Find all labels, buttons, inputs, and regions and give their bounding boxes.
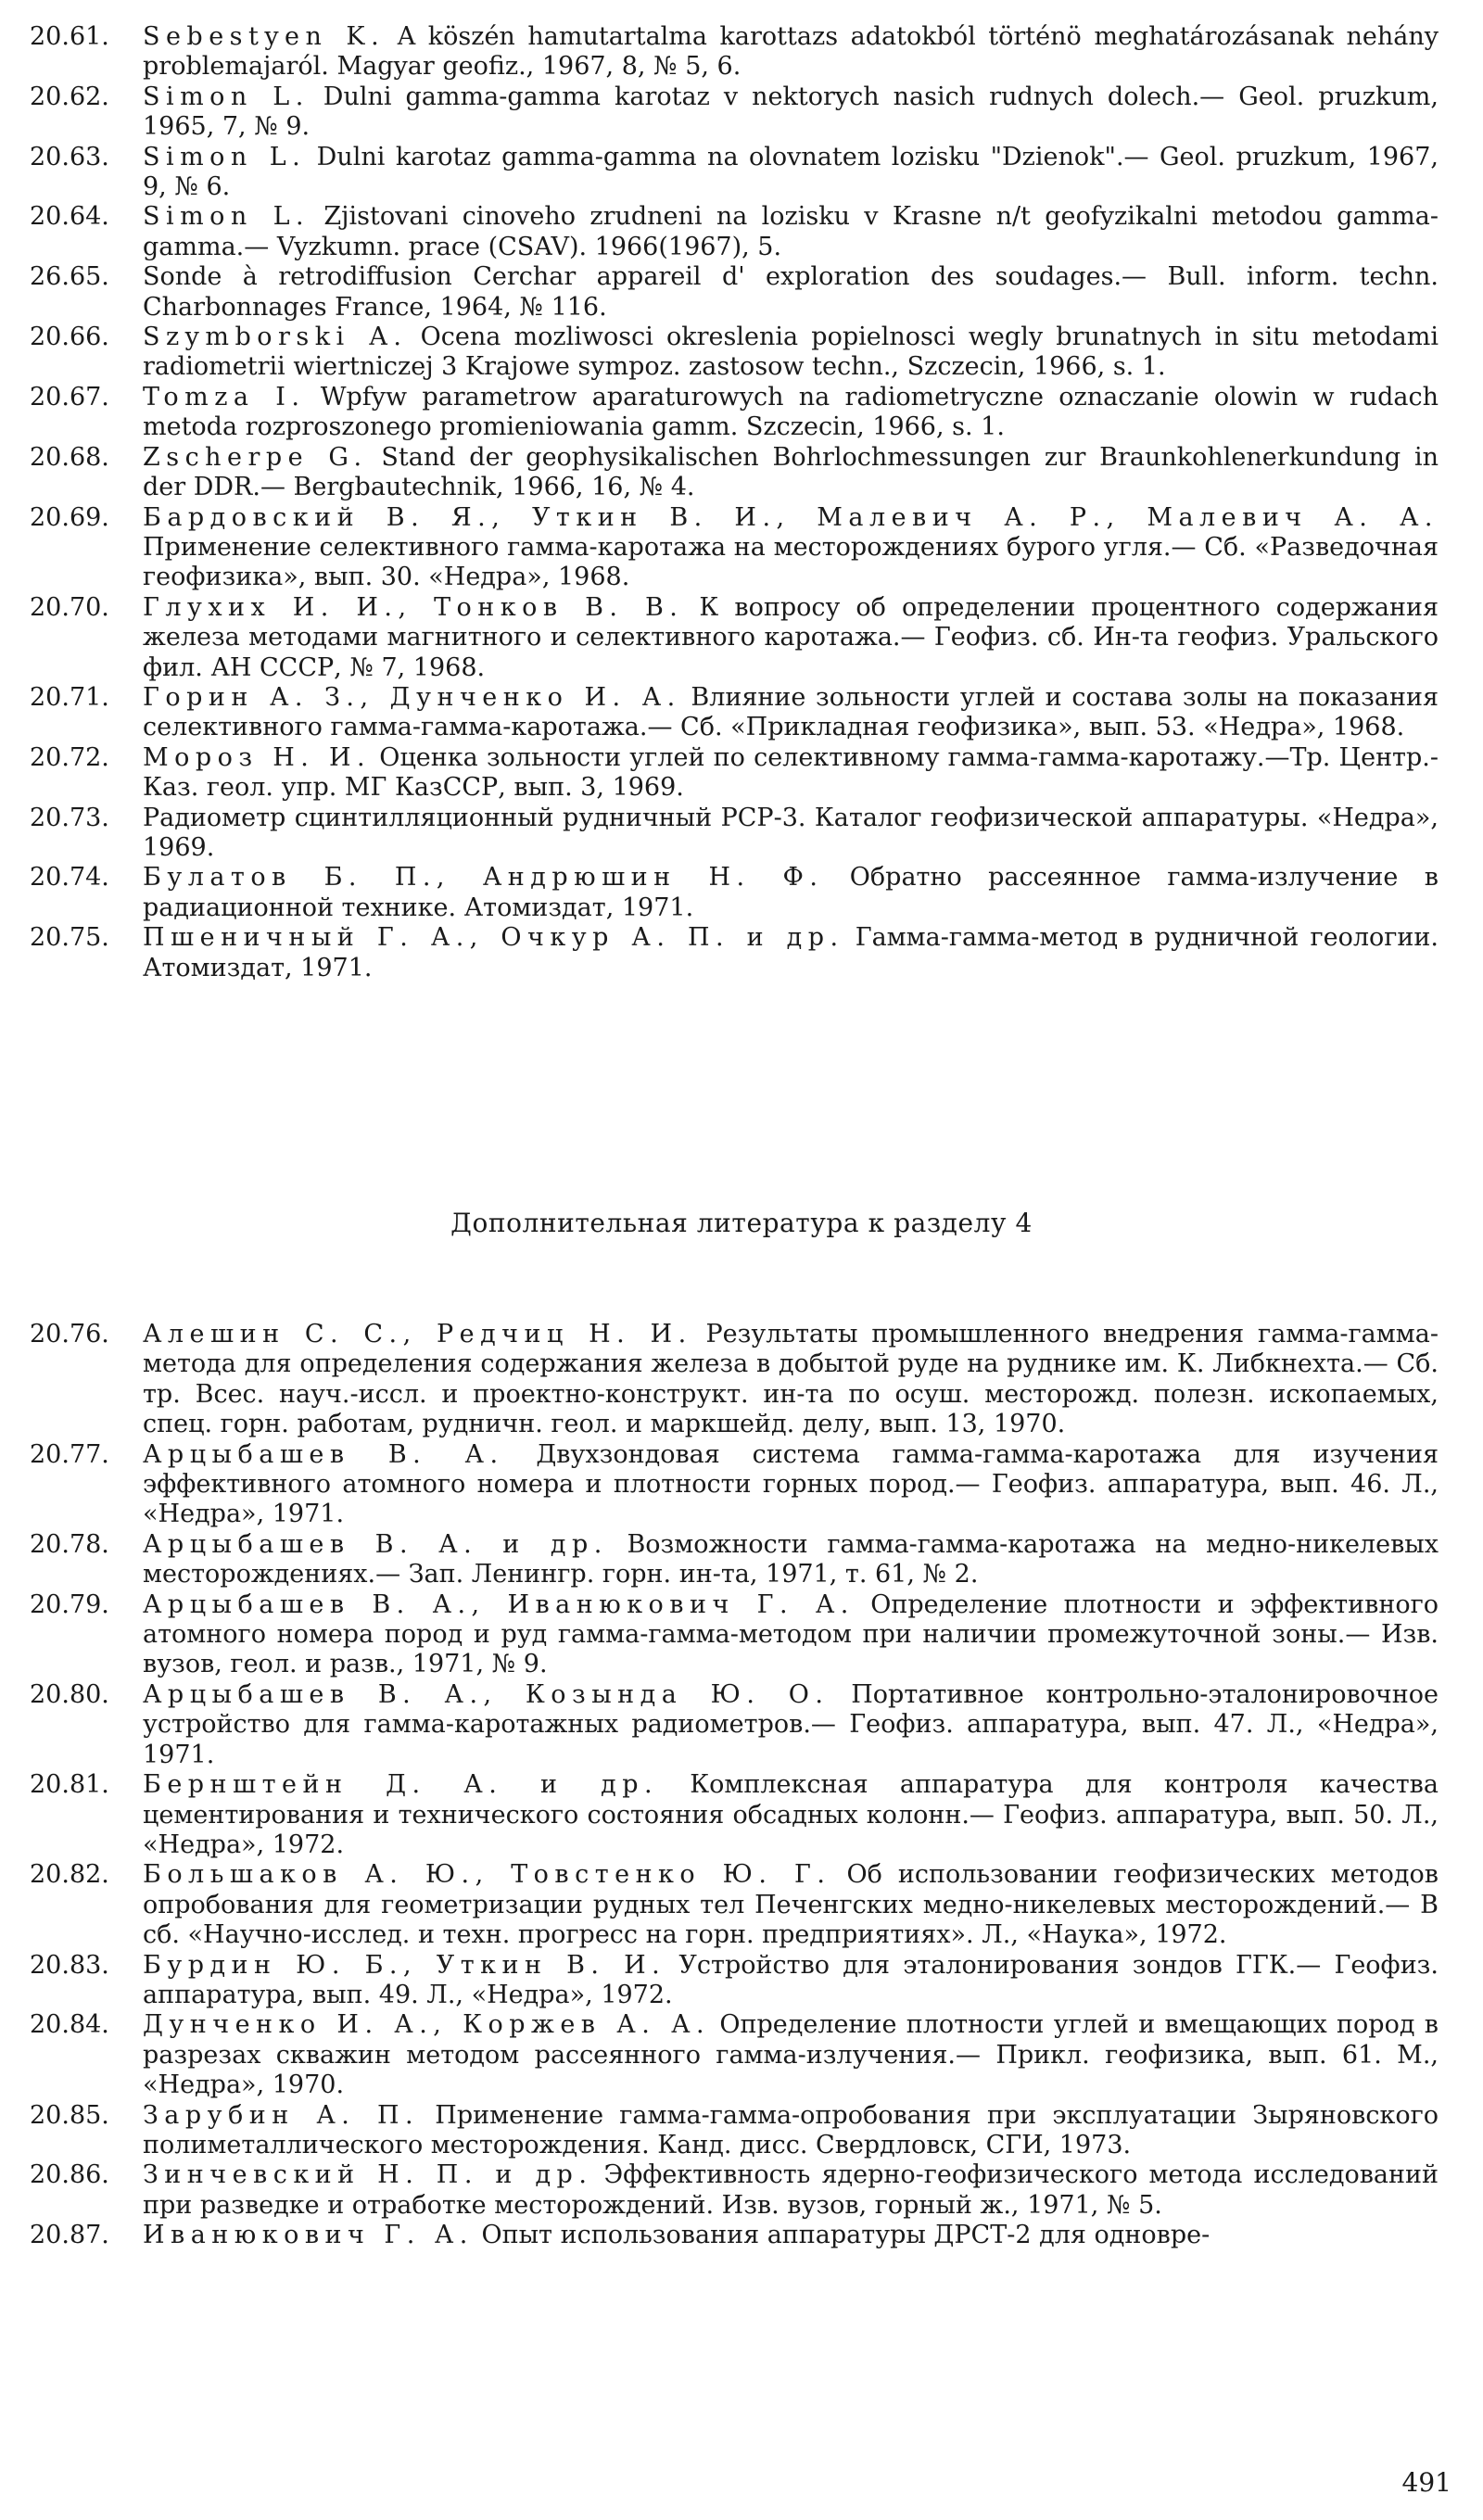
reference-body: Zjistovani cinoveho zrudneni na lozisku v Krasne n/t geofyzikalni metodou gamma-gamma.— Vyzkumn. prace (CSAV). 1966(1967), 5. xyxy=(143,202,1439,261)
reference-text xyxy=(143,1770,1439,1860)
reference-author: Sebestyen K. xyxy=(143,22,386,51)
reference-body: Dulni karotaz gamma-gamma na olovnatem lozisku "Dzienok".— Geol. pruzkum, 1967, 9, № 6. xyxy=(143,142,1439,202)
reference-text xyxy=(143,1860,1439,1950)
reference-author: Мороз Н. И. xyxy=(143,742,372,772)
reference-author: Simon L. xyxy=(143,142,307,171)
reference-number: 20.67. xyxy=(30,382,109,412)
reference-text xyxy=(143,262,1439,323)
reference-body: Dulni gamma-gamma karotaz v nektorych nasich rudnych dolech.— Geol. pruzkum, 1965, 7, № 9. xyxy=(143,82,1439,142)
reference-author: Пшеничный Г. А., Очкур А. П. и др. xyxy=(143,923,844,953)
reference-text xyxy=(143,82,1439,143)
reference-number: 20.69. xyxy=(30,502,109,532)
reference-entry xyxy=(30,202,1439,262)
reference-author: Горин А. З., Дунченко И. А. xyxy=(143,682,681,712)
reference-text xyxy=(143,443,1439,503)
reference-number: 20.68. xyxy=(30,442,109,472)
reference-body: Результаты промышленного внедрения гамма-гамма-метода для определения содержания железа в добытой руде на руднике им. К. Либкнехта.— Сб. тр. Всес. науч.-иссл. и проектно-конструкт. ин-та по осуш. месторожд. полезн. ископаемых, спец. горн. работам, рудничн. геол. и маркшейд. делу, вып. 13, 1970. xyxy=(143,1320,1439,1439)
reference-entry xyxy=(30,923,1439,983)
section-heading: Дополнительная литература к разделу 4 xyxy=(450,1208,1033,1238)
reference-text xyxy=(143,143,1439,203)
reference-body: Sonde à retrodiffusion Cerchar appareil d' exploration des soudages.— Bull. inform. techn. Charbonnages France, 1964, № 116. xyxy=(143,262,1439,322)
reference-text xyxy=(143,1530,1439,1590)
reference-text xyxy=(143,2010,1439,2100)
reference-entry xyxy=(30,82,1439,143)
reference-body: Комплексная аппаратура для контроля качества цементирования и технического состояния обсадных колонн.— Геофиз. аппаратура, вып. 50. Л., «Недра», 1972. xyxy=(143,1770,1439,1859)
reference-text xyxy=(143,923,1439,983)
reference-number: 20.78. xyxy=(30,1529,109,1559)
reference-author: Глухих И. И., Тонков В. В. xyxy=(143,592,684,622)
reference-text xyxy=(143,22,1439,82)
reference-author: Зарубин А. П. xyxy=(143,2100,420,2130)
reference-entry xyxy=(30,1320,1439,1440)
reference-author: Булатов Б. П., Андрюшин Н. Ф. xyxy=(143,863,824,893)
reference-text xyxy=(143,804,1439,864)
reference-author: Алешин С. С., Редчиц Н. И. xyxy=(143,1320,692,1349)
reference-entry xyxy=(30,1680,1439,1770)
reference-body: Об использовании геофизических методов опробования для геометризации рудных тел Печенгских медно-никелевых месторождений.— В сб. «Научно-исслед. и техн. прогресс на горн. предприятиях». Л., «Наука», 1972. xyxy=(143,1860,1439,1950)
reference-body: Определение плотности углей и вмещающих пород в разрезах скважин методом рассеянного гамма-излучения.— Прикл. геофизика, вып. 61. М., «Недра», 1970. xyxy=(143,2010,1439,2100)
reference-author: Tomza I. xyxy=(143,382,306,412)
reference-body: Устройство для эталонирования зондов ГГК.— Геофиз. аппаратура, вып. 49. Л., «Недра», 1972. xyxy=(143,1950,1439,2009)
reference-author: Арцыбашев В. А. xyxy=(143,1439,504,1469)
reference-number: 20.74. xyxy=(30,863,109,893)
reference-text xyxy=(143,1590,1439,1680)
reference-number: 20.86. xyxy=(30,2160,109,2190)
reference-entry xyxy=(30,1770,1439,1860)
reference-body: Двухзондовая система гамма-гамма-каротажа для изучения эффективного атомного номера и плотности горных пород.— Геофиз. аппаратура, вып. 46. Л., «Недра», 1971. xyxy=(143,1439,1439,1529)
reference-number: 20.71. xyxy=(30,682,109,712)
reference-author: Бардовский В. Я., Уткин В. И., Малевич А. Р., Малевич А. А. xyxy=(143,502,1439,532)
reference-list-bottom xyxy=(30,1320,1439,2251)
reference-entry xyxy=(30,743,1439,804)
reference-number: 20.64. xyxy=(30,202,109,232)
reference-entry xyxy=(30,22,1439,82)
reference-entry xyxy=(30,2010,1439,2100)
reference-author: Zscherpe G. xyxy=(143,442,368,472)
reference-number: 20.73. xyxy=(30,803,109,832)
reference-body: Возможности гамма-гамма-каротажа на медно-никелевых месторождениях.— Зап. Ленингр. горн. ин-та, 1971, т. 61, № 2. xyxy=(143,1529,1439,1589)
reference-text xyxy=(143,593,1439,683)
reference-number: 20.70. xyxy=(30,592,109,622)
reference-number: 20.61. xyxy=(30,22,109,51)
reference-entry xyxy=(30,143,1439,203)
reference-text xyxy=(143,383,1439,443)
reference-number: 20.72. xyxy=(30,742,109,772)
reference-entry xyxy=(30,593,1439,683)
reference-entry xyxy=(30,2221,1439,2250)
reference-number: 20.83. xyxy=(30,1950,109,1980)
reference-entry xyxy=(30,323,1439,383)
reference-body: A köszén hamutartalma karottazs adatokból történö meghatározásanak nehány problemajaról. Magyar geofiz., 1967, 8, № 5, 6. xyxy=(143,22,1439,82)
reference-author: Арцыбашев В. А., Козында Ю. О. xyxy=(143,1679,830,1709)
reference-text xyxy=(143,2160,1439,2221)
reference-text xyxy=(143,1440,1439,1530)
reference-body: Применение гамма-гамма-опробования при эксплуатации Зыряновского полиметаллического месторождения. Канд. дисс. Свердловск, СГИ, 1973. xyxy=(143,2100,1439,2159)
reference-body: Влияние зольности углей и состава золы на показания селективного гамма-гамма-каротажа.— Сб. «Прикладная геофизика», вып. 53. «Недра», 1968. xyxy=(143,682,1439,742)
reference-number: 20.81. xyxy=(30,1770,109,1800)
reference-body: Stand der geophysikalischen Bohrlochmessungen zur Braunkohlenerkundung in der DDR.— Bergbautechnik, 1966, 16, № 4. xyxy=(143,442,1439,502)
reference-body: Ocena mozliwosci okreslenia popielnosci wegly brunatnych in situ metodami radiometrii wiertniczej 3 Krajowe sympoz. zastosow techn., Szczecin, 1966, s. 1. xyxy=(143,323,1439,382)
reference-text xyxy=(143,323,1439,383)
reference-entry xyxy=(30,863,1439,923)
reference-entry xyxy=(30,1530,1439,1590)
reference-entry xyxy=(30,383,1439,443)
reference-entry xyxy=(30,683,1439,743)
reference-body: Wpfyw parametrow aparaturowych na radiometryczne oznaczanie olowin w rudach metoda rozproszonego promieniowania gamm. Szczecin, 1966, s. 1. xyxy=(143,382,1439,442)
reference-body: Эффективность ядерно-геофизического метода исследований при разведке и отработке месторождений. Изв. вузов, горный ж., 1971, № 5. xyxy=(143,2160,1439,2220)
reference-body: Гамма-гамма-метод в рудничной геологии. Атомиздат, 1971. xyxy=(143,923,1439,982)
reference-author: Бурдин Ю. Б., Уткин В. И. xyxy=(143,1950,666,1980)
reference-number: 20.85. xyxy=(30,2100,109,2130)
reference-number: 20.82. xyxy=(30,1860,109,1890)
reference-text xyxy=(143,683,1439,743)
reference-body: Опыт использования аппаратуры ДРСТ-2 для одновре- xyxy=(473,2221,1210,2250)
reference-text xyxy=(143,1951,1439,2011)
reference-text xyxy=(143,1320,1439,1440)
reference-entry xyxy=(30,2160,1439,2221)
reference-number: 20.63. xyxy=(30,142,109,171)
reference-text xyxy=(143,2221,1439,2250)
reference-author: Szymborski A. xyxy=(143,323,408,352)
reference-number: 20.79. xyxy=(30,1589,109,1619)
reference-author: Иванюкович Г. А. xyxy=(143,2221,474,2250)
reference-number: 20.84. xyxy=(30,2010,109,2040)
reference-number: 20.77. xyxy=(30,1439,109,1469)
reference-author: Зинчевский Н. П. и др. xyxy=(143,2160,593,2190)
reference-author: Арцыбашев В. А. и др. xyxy=(143,1529,608,1559)
reference-entry xyxy=(30,1590,1439,1680)
reference-number: 20.76. xyxy=(30,1320,109,1349)
page-number: 491 xyxy=(1401,2467,1451,2498)
reference-body: Портативное контрольно-эталонировочное устройство для гамма-каротажных радиометров.— Геофиз. аппаратура, вып. 47. Л., «Недра», 1971. xyxy=(143,1679,1439,1769)
reference-author: Simon L. xyxy=(143,202,311,232)
reference-body: Применение селективного гамма-каротажа на месторождениях бурого угля.— Сб. «Разведочная геофизика», вып. 30. «Недра», 1968. xyxy=(143,532,1439,592)
reference-entry xyxy=(30,443,1439,503)
reference-author: Арцыбашев В. А., Иванюкович Г. А. xyxy=(143,1589,855,1619)
reference-entry xyxy=(30,503,1439,593)
reference-body: Радиометр сцинтилляционный рудничный РСР-3. Каталог геофизической аппаратуры. «Недра», 1969. xyxy=(143,803,1439,862)
reference-entry xyxy=(30,1440,1439,1530)
reference-body: Оценка зольности углей по селективному гамма-гамма-каротажу.—Тр. Центр.-Каз. геол. упр. МГ КазССР, вып. 3, 1969. xyxy=(143,742,1439,803)
reference-body: Обратно рассеянное гамма-излучение в радиационной технике. Атомиздат, 1971. xyxy=(143,863,1439,922)
reference-number: 20.80. xyxy=(30,1679,109,1709)
reference-body: Определение плотности и эффективного атомного номера пород и руд гамма-гамма-методом при наличии промежуточной зоны.— Изв. вузов, геол. и разв., 1971, № 9. xyxy=(143,1589,1439,1679)
reference-entry xyxy=(30,804,1439,864)
reference-list-top xyxy=(30,22,1439,983)
reference-text xyxy=(143,743,1439,804)
reference-author: Simon L. xyxy=(143,82,310,111)
reference-number: 26.65. xyxy=(30,262,109,292)
reference-author: Бернштейн Д. А. и др. xyxy=(143,1770,659,1800)
reference-author: Дунченко И. А., Коржев А. А. xyxy=(143,2010,711,2040)
reference-entry xyxy=(30,1860,1439,1950)
reference-entry xyxy=(30,1951,1439,2011)
reference-number: 20.62. xyxy=(30,82,109,111)
reference-author: Большаков А. Ю., Товстенко Ю. Г. xyxy=(143,1860,831,1890)
reference-text xyxy=(143,863,1439,923)
reference-text xyxy=(143,202,1439,262)
reference-number: 20.75. xyxy=(30,923,109,953)
reference-text xyxy=(143,2101,1439,2161)
reference-number: 20.66. xyxy=(30,323,109,352)
reference-number: 20.87. xyxy=(30,2221,109,2250)
reference-body: К вопросу об определении процентного содержания железа методами магнитного и селективного каротажа.— Геофиз. сб. Ин-та геофиз. Уральского фил. АН СССР, № 7, 1968. xyxy=(143,592,1439,682)
reference-text xyxy=(143,503,1439,593)
reference-entry xyxy=(30,2101,1439,2161)
reference-entry xyxy=(30,262,1439,323)
reference-text xyxy=(143,1680,1439,1770)
